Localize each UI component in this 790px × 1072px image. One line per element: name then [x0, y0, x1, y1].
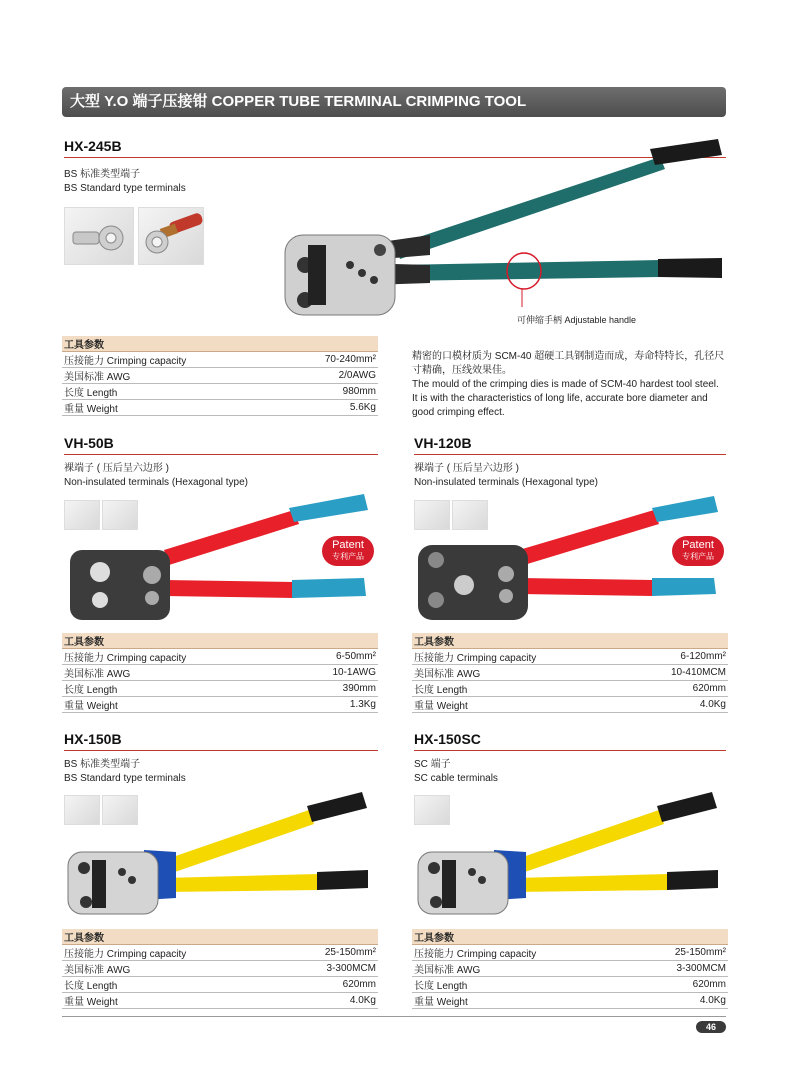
spec-row: [62, 697, 378, 713]
patent-badge-cn: 专利产品: [332, 552, 364, 561]
spec-label: 重量 Weight: [412, 697, 627, 713]
spec-table: [62, 633, 378, 713]
spec-row: [62, 665, 378, 681]
spec-label: 美国标准 AWG: [62, 665, 292, 681]
spec-label: 重量 Weight: [62, 400, 282, 416]
spec-row: [62, 400, 378, 416]
patent-badge-cn: 专利产品: [682, 552, 714, 561]
spec-table: [62, 929, 378, 1009]
spec-label: 长度 Length: [62, 384, 282, 400]
spec-label: 长度 Length: [412, 681, 627, 697]
model-title: HX-245B: [64, 138, 122, 154]
spec-value: 6-50mm²: [292, 649, 378, 665]
spec-label: 重量 Weight: [62, 697, 292, 713]
spec-label: 美国标准 AWG: [412, 961, 632, 977]
spec-label: 压接能力 Crimping capacity: [62, 352, 282, 368]
spec-value: 620mm: [282, 977, 378, 993]
spec-value: 5.6Kg: [282, 400, 378, 416]
spec-header: 工具参数: [412, 633, 728, 649]
model-title: HX-150B: [64, 731, 122, 747]
spec-value: 4.0Kg: [282, 993, 378, 1009]
spec-label: 压接能力 Crimping capacity: [62, 649, 292, 665]
spec-label: 长度 Length: [62, 681, 292, 697]
spec-row: [412, 665, 728, 681]
adjustable-handle-callout: 可伸缩手柄 Adjustable handle: [517, 315, 637, 325]
model-title: VH-120B: [414, 435, 472, 451]
spec-row: [62, 352, 378, 368]
spec-value: 25-150mm²: [632, 945, 728, 961]
spec-value: 980mm: [282, 384, 378, 400]
spec-label: 长度 Length: [412, 977, 632, 993]
section-rule: [64, 454, 378, 455]
spec-value: 25-150mm²: [282, 945, 378, 961]
spec-header: 工具参数: [412, 929, 728, 945]
spec-row: [62, 368, 378, 384]
spec-row: [412, 945, 728, 961]
subtitle-en: BS Standard type terminals: [64, 183, 186, 194]
spec-label: 压接能力 Crimping capacity: [62, 945, 282, 961]
spec-header: 工具参数: [62, 929, 378, 945]
patent-badge-en: Patent: [682, 539, 714, 551]
subtitle-cn: BS 标准类型端子: [64, 759, 141, 770]
spec-label: 长度 Length: [62, 977, 282, 993]
spec-table: [62, 336, 378, 416]
spec-value: 10-410MCM: [627, 665, 728, 681]
spec-row: [412, 961, 728, 977]
terminal-thumbnail: [64, 207, 134, 265]
section-rule: [414, 750, 726, 751]
spec-row: [62, 945, 378, 961]
hx-150sc-tool-image: [414, 790, 724, 920]
spec-value: 3-300MCM: [632, 961, 728, 977]
spec-row: [62, 977, 378, 993]
patent-badge-en: Patent: [332, 539, 364, 551]
section-rule: [64, 750, 378, 751]
model-title: HX-150SC: [414, 731, 481, 747]
page-number: 46: [696, 1021, 726, 1033]
spec-label: 重量 Weight: [412, 993, 632, 1009]
spec-row: [412, 993, 728, 1009]
spec-header: 工具参数: [62, 336, 378, 352]
adjustable-handle-highlight-icon: [504, 251, 544, 291]
spec-value: 10-1AWG: [292, 665, 378, 681]
spec-row: [62, 961, 378, 977]
ring-terminal-icon: [65, 208, 135, 266]
description-en: The mould of the crimping dies is made of SCM-40 hardest tool steel. It is with the characteristics of long life, accurate bore diameter and good crimping effect.: [412, 379, 719, 418]
spec-value: 70-240mm²: [282, 352, 378, 368]
spec-label: 美国标准 AWG: [62, 961, 282, 977]
spec-table: [412, 633, 728, 713]
spec-row: [62, 384, 378, 400]
spec-row: [62, 993, 378, 1009]
spec-value: 620mm: [627, 681, 728, 697]
spec-row: [62, 681, 378, 697]
spec-row: [412, 977, 728, 993]
spec-value: 4.0Kg: [632, 993, 728, 1009]
spec-table: [412, 929, 728, 1009]
model-title: VH-50B: [64, 435, 114, 451]
page-banner: 大型 Y.O 端子压接钳 COPPER TUBE TERMINAL CRIMPING TOOL: [62, 87, 726, 117]
spec-label: 压接能力 Crimping capacity: [412, 945, 632, 961]
spec-row: [62, 649, 378, 665]
spec-value: 2/0AWG: [282, 368, 378, 384]
terminal-with-cable-thumbnail: [138, 207, 204, 265]
subtitle-en: BS Standard type terminals: [64, 773, 186, 784]
spec-value: 6-120mm²: [627, 649, 728, 665]
hx-245b-tool-image: [270, 135, 730, 325]
description-cn: 精密的口模材质为 SCM-40 超硬工具钢制造而成，寿命特特长，孔径尺寸精确，压线效果佳。: [412, 351, 725, 376]
subtitle-cn: 裸端子 ( 压后呈六边形 ): [414, 463, 519, 474]
spec-value: 4.0Kg: [627, 697, 728, 713]
spec-label: 美国标准 AWG: [62, 368, 282, 384]
subtitle-cn: BS 标准类型端子: [64, 169, 141, 180]
spec-row: [412, 681, 728, 697]
spec-row: [412, 697, 728, 713]
subtitle-cn: SC 端子: [414, 759, 451, 770]
subtitle-en: Non-insulated terminals (Hexagonal type): [414, 477, 598, 488]
subtitle-cn: 裸端子 ( 压后呈六边形 ): [64, 463, 169, 474]
spec-label: 美国标准 AWG: [412, 665, 627, 681]
vh-50b-tool-image: [64, 490, 374, 620]
spec-label: 重量 Weight: [62, 993, 282, 1009]
section-rule: [414, 454, 726, 455]
spec-value: 620mm: [632, 977, 728, 993]
cable-terminal-icon: [139, 208, 205, 266]
spec-header: 工具参数: [62, 633, 378, 649]
spec-row: [412, 649, 728, 665]
spec-value: 3-300MCM: [282, 961, 378, 977]
subtitle-en: SC cable terminals: [414, 773, 498, 784]
hx-150b-tool-image: [64, 790, 374, 920]
vh-120b-tool-image: [414, 490, 726, 620]
spec-label: 压接能力 Crimping capacity: [412, 649, 627, 665]
subtitle-en: Non-insulated terminals (Hexagonal type): [64, 477, 248, 488]
spec-value: 390mm: [292, 681, 378, 697]
spec-value: 1.3Kg: [292, 697, 378, 713]
footer-rule: [62, 1016, 726, 1017]
